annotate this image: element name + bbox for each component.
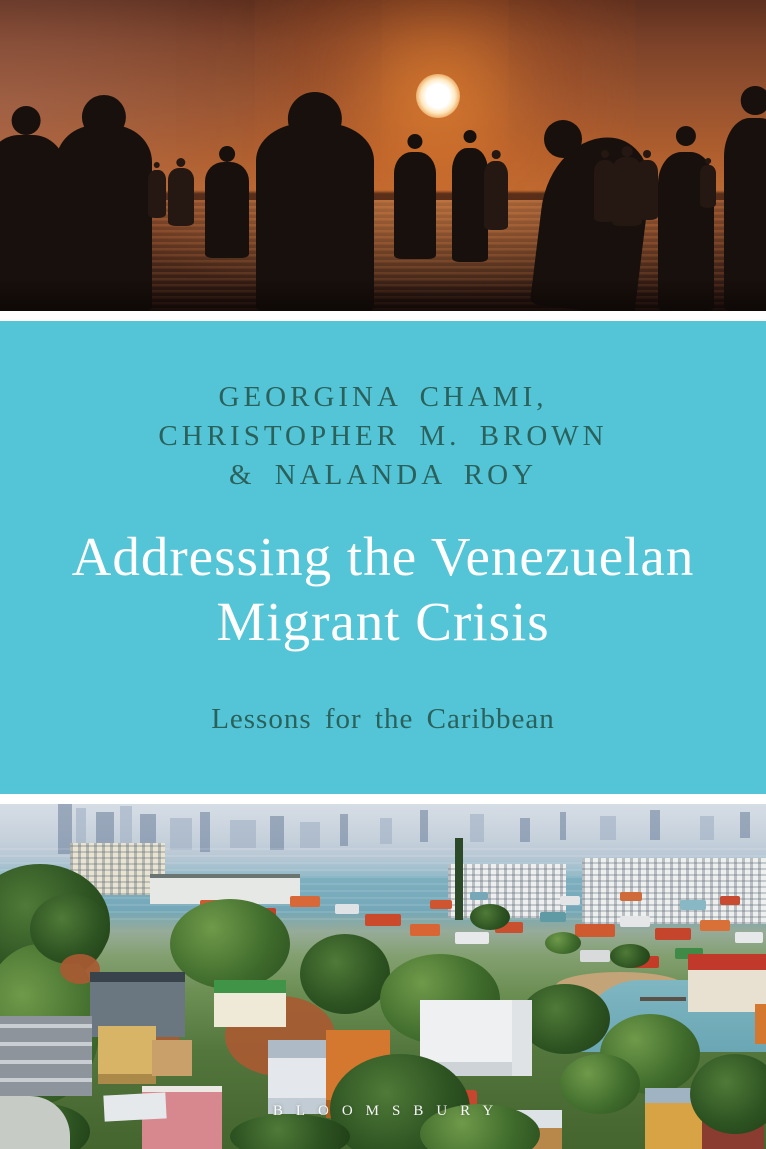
antenna-tree	[455, 838, 463, 920]
apartment-block	[582, 858, 766, 924]
publisher-logo: BLOOMSBURY	[272, 1103, 507, 1119]
sun-icon	[416, 74, 460, 118]
book-subtitle: Lessons for the Caribbean	[211, 703, 555, 735]
bottom-photo-city-aerial	[0, 804, 766, 1149]
title-line-1: Addressing the Venezuelan	[71, 526, 695, 587]
author-line: CHRISTOPHER M. BROWN	[158, 420, 608, 452]
beach-shadow	[0, 278, 766, 311]
author-line: GEORGINA CHAMI,	[218, 381, 548, 413]
author-names	[0, 378, 766, 495]
author-line: & NALANDA ROY	[228, 459, 538, 491]
book-title	[0, 524, 766, 654]
pier	[640, 997, 686, 1001]
title-panel	[0, 321, 766, 794]
top-photo-sunset-beach	[0, 0, 766, 311]
title-line-2: Migrant Crisis	[216, 591, 550, 652]
